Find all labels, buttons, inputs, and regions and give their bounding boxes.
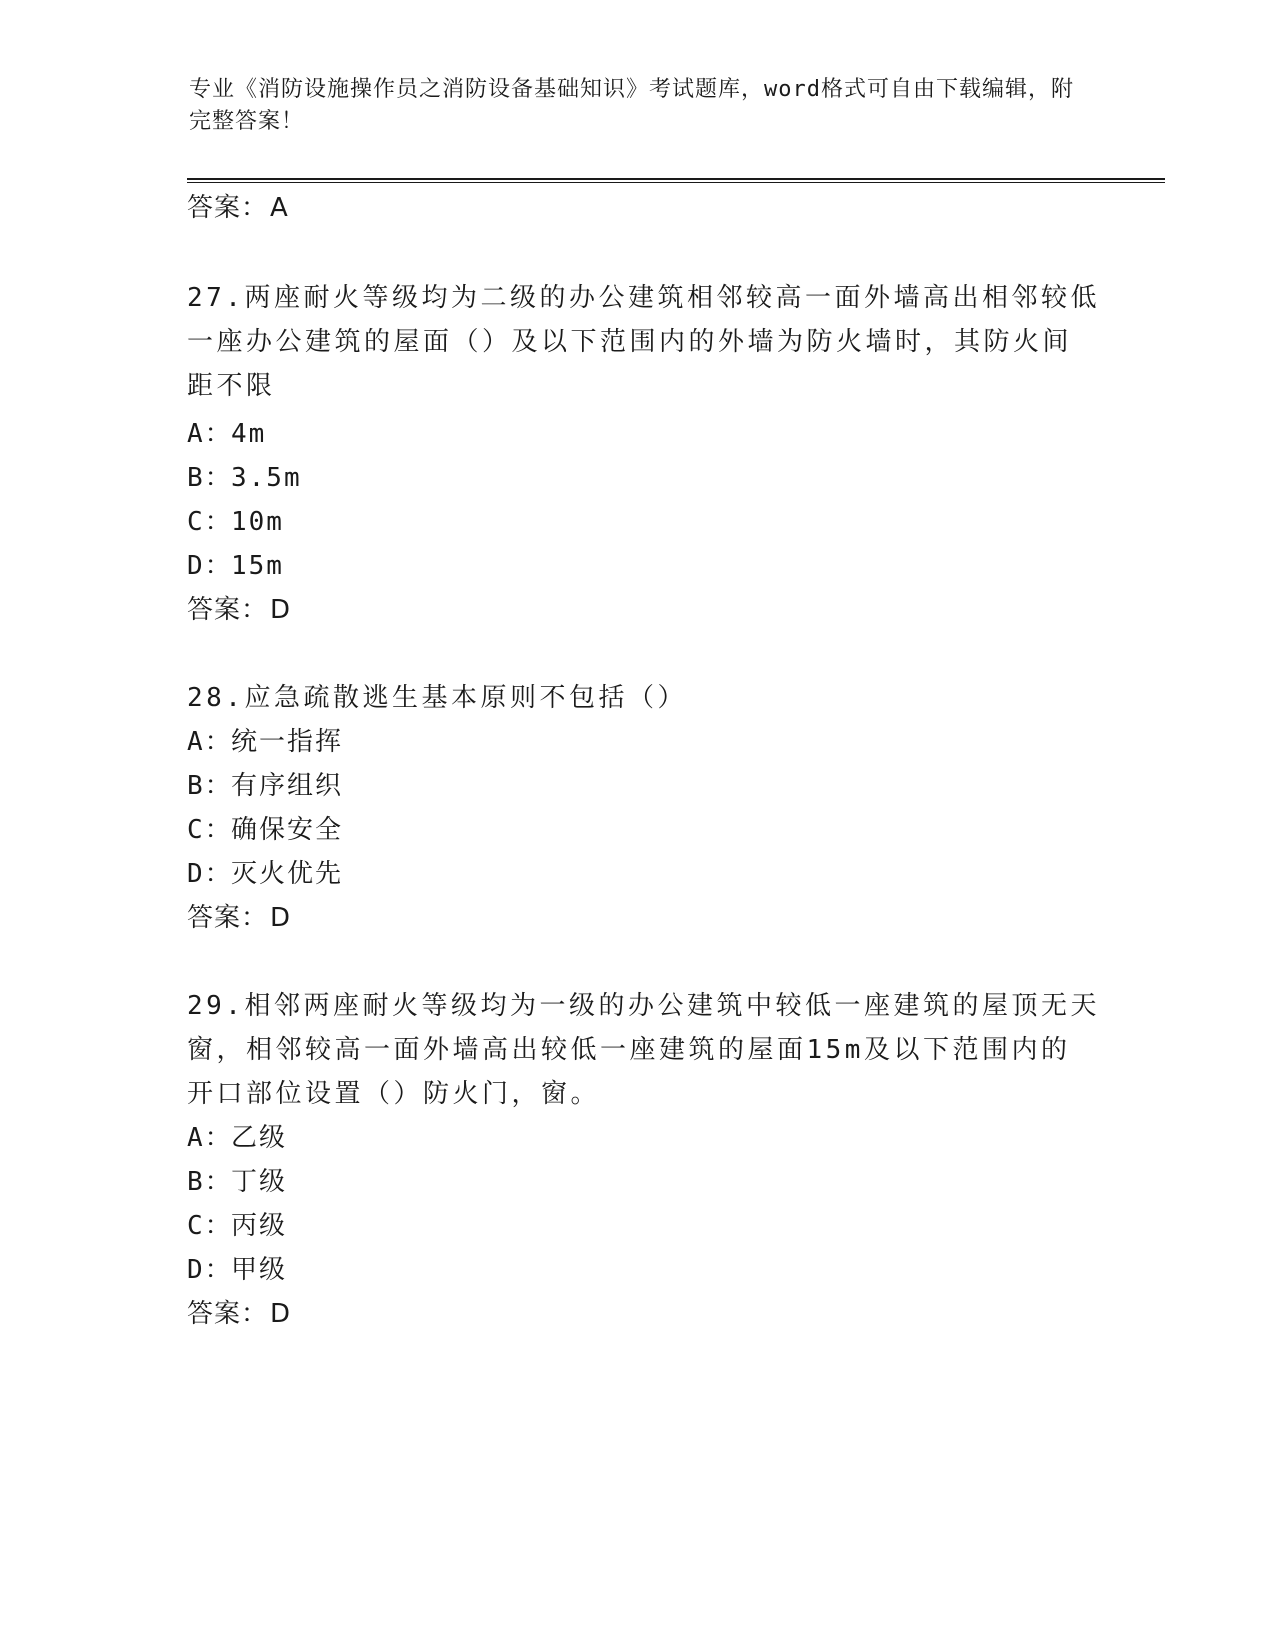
answer-label: 答案：	[187, 1299, 269, 1329]
option-text: 灭火优先	[231, 859, 344, 889]
option-text: 乙级	[231, 1123, 288, 1153]
option-b	[187, 462, 302, 494]
option-text: 15m	[231, 551, 284, 581]
option-text: 丙级	[231, 1211, 288, 1241]
option-letter: B：	[187, 463, 233, 493]
option-b	[187, 1166, 287, 1198]
option-text: 统一指挥	[231, 727, 344, 757]
answer-value: D	[270, 903, 292, 933]
option-letter: C：	[187, 1211, 233, 1241]
option-letter: B：	[187, 771, 233, 801]
option-letter: C：	[187, 507, 233, 537]
answer-line	[187, 902, 291, 934]
question-text-line: 开口部位设置（）防火门，窗。	[187, 1079, 601, 1109]
question-text-line: 29.相邻两座耐火等级均为一级的办公建筑中较低一座建筑的屋顶无天	[187, 991, 1100, 1021]
option-text: 确保安全	[231, 815, 344, 845]
option-a	[187, 726, 343, 758]
answer-label: 答案：	[187, 595, 269, 625]
option-c	[187, 1210, 287, 1242]
option-c	[187, 506, 284, 538]
answer-line	[187, 1298, 291, 1330]
answer-value: A	[270, 193, 289, 223]
answer-label: 答案：	[187, 193, 269, 223]
option-text: 丁级	[231, 1167, 288, 1197]
header-divider	[187, 178, 1165, 183]
option-text: 4m	[231, 419, 267, 449]
option-letter: A：	[187, 419, 233, 449]
option-letter: D：	[187, 1255, 233, 1285]
question-text-line: 距不限	[187, 371, 276, 401]
option-d	[187, 550, 284, 582]
option-d	[187, 1254, 287, 1286]
question-text-line: 一座办公建筑的屋面（）及以下范围内的外墙为防火墙时，其防火间	[187, 327, 1073, 357]
option-a	[187, 1122, 287, 1154]
option-b	[187, 770, 343, 802]
answer-line	[187, 192, 289, 224]
option-letter: D：	[187, 859, 233, 889]
question-text-line: 27.两座耐火等级均为二级的办公建筑相邻较高一面外墙高出相邻较低	[187, 283, 1100, 313]
answer-line	[187, 594, 291, 626]
option-a	[187, 418, 266, 450]
answer-value: D	[270, 595, 292, 625]
option-letter: A：	[187, 1123, 233, 1153]
page-header: 专业《消防设施操作员之消防设备基础知识》考试题库，word格式可自由下载编辑，附完整答案！	[189, 77, 1074, 134]
option-d	[187, 858, 343, 890]
option-text: 甲级	[231, 1255, 288, 1285]
question-text-line: 28.应急疏散逃生基本原则不包括（）	[187, 683, 687, 713]
option-letter: B：	[187, 1167, 233, 1197]
option-text: 有序组织	[231, 771, 344, 801]
option-text: 3.5m	[231, 463, 302, 493]
option-text: 10m	[231, 507, 284, 537]
option-letter: A：	[187, 727, 233, 757]
option-c	[187, 814, 343, 846]
question-text-line: 窗，相邻较高一面外墙高出较低一座建筑的屋面15m及以下范围内的	[187, 1035, 1071, 1065]
option-letter: D：	[187, 551, 233, 581]
answer-value: D	[270, 1299, 292, 1329]
option-letter: C：	[187, 815, 233, 845]
answer-label: 答案：	[187, 903, 269, 933]
